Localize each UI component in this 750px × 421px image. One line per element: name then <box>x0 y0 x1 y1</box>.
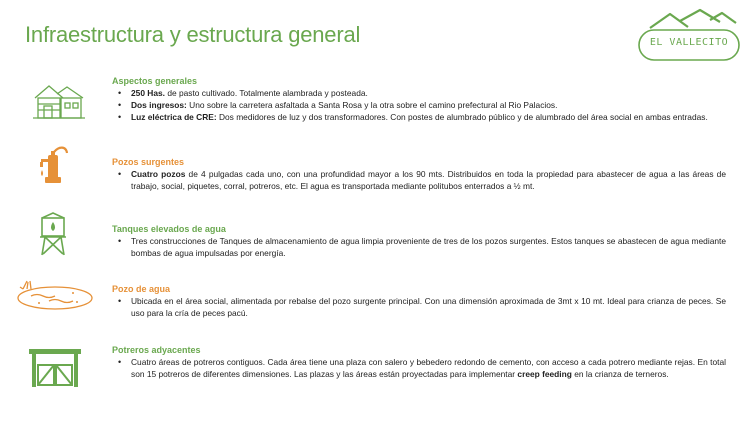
house-roofs-icon <box>636 8 742 64</box>
section-aspectos-generales <box>112 76 726 124</box>
section-title: Tanques elevados de agua <box>112 224 226 234</box>
section-pozo-de-agua <box>112 284 726 319</box>
list-item: • Ubicada en el área social, alimentada por rebalse del pozo surgente principal. Con una dimensión aproximada de 3mt x 10 mt. Ideal para crianza de peces. Se uso para la cría de peces pacú. <box>112 295 726 319</box>
list-item: • Cuatro pozos de 4 pulgadas cada uno, con una profundidad mayor a los 90 mts. Distribuidos en toda la propiedad para abastecer de agua a las áreas de trabajo, social, piquetes, corral, potreros, etc. El agua es transportada mediante politubos enterrados a ½ mt. <box>112 168 726 192</box>
list-item: • Tres construcciones de Tanques de almacenamiento de agua limpia proveniente de tres de los pozos surgentes. Estos tanques se abastecen de agua mediante bombas de agua impulsadas por energía. <box>112 235 726 259</box>
water-pump-icon <box>39 143 69 187</box>
list-item: • Dos ingresos: Uno sobre la carretera asfaltada a Santa Rosa y la otra sobre el camino prefectural al Rio Palacios. <box>112 99 726 111</box>
logo-text: EL VALLECITO <box>649 37 729 48</box>
section-title: Pozo de agua <box>112 284 171 294</box>
section-title: Aspectos generales <box>112 76 198 86</box>
corral-gate-icon <box>29 347 81 387</box>
farmhouse-icon <box>33 82 85 120</box>
section-title: Potreros adyacentes <box>112 345 201 355</box>
section-pozos-surgentes <box>112 157 726 192</box>
list-item: • Luz eléctrica de CRE: Dos medidores de luz y dos transformadores. Con postes de alumbrado público y de alumbrado del área social en ambas entradas. <box>112 111 726 123</box>
section-potreros-adyacentes <box>112 345 726 380</box>
section-tanques-elevados <box>112 224 726 259</box>
list-item: • 250 Has. de pasto cultivado. Totalmente alambrada y posteada. <box>112 87 726 99</box>
logo <box>636 8 742 64</box>
page-title: Infraestructura y estructura general <box>25 22 361 47</box>
pond-icon <box>15 279 95 311</box>
list-item: • Cuatro áreas de potreros contiguos. Cada área tiene una plaza con salero y bebedero redondo de cemento, con acceso a cada potrero mediante rejas. En total son 15 potreros de diferentes dimensiones. Las plazas y las áreas están proyectadas para implementar creep feeding en la crianza de terneros. <box>112 356 726 380</box>
section-title: Pozos surgentes <box>112 157 185 167</box>
water-tower-icon <box>38 212 68 256</box>
